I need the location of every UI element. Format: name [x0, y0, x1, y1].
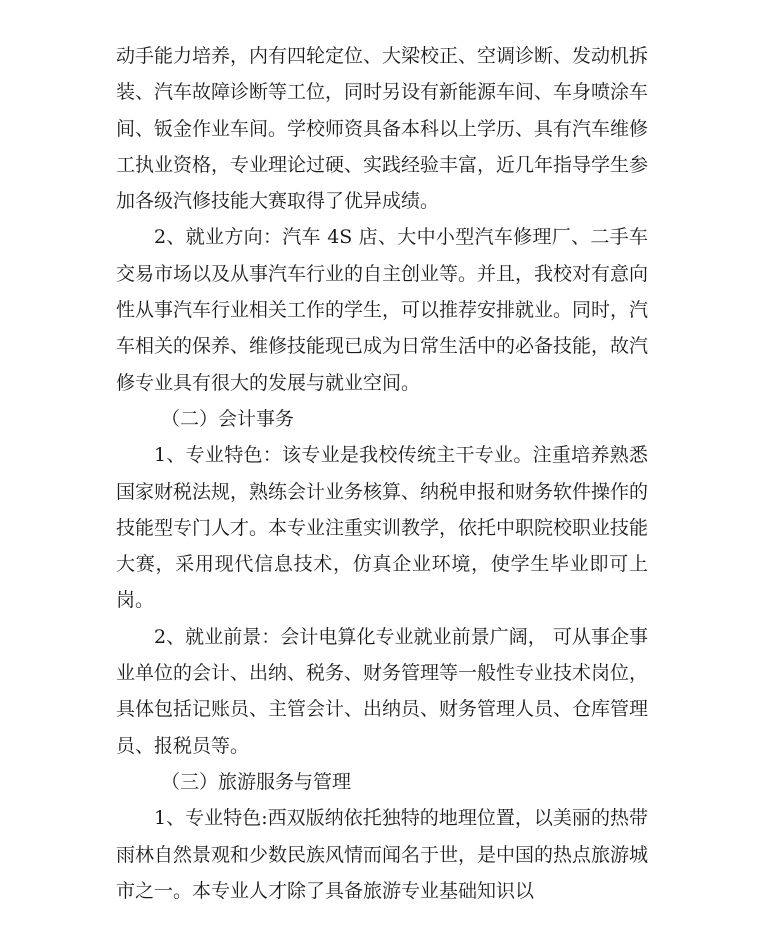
section-heading-tourism: （三）旅游服务与管理	[161, 770, 352, 793]
section-heading-accounting: （二）会计事务	[161, 407, 295, 430]
document-page	[116, 38, 648, 909]
paragraph-accounting-features: 1、专业特色：该专业是我校传统主干专业。注重培养熟悉国家财税法规，熟练会计业务核算、纳税申报和财务软件操作的技能型专门人才。本专业注重实训教学，依托中职院校职业技能大赛，采用现代信息技术，仿真企业环境，使学生毕业即可上岗。	[116, 444, 649, 612]
paragraph-tourism-features: 1、专业特色:西双版纳依托独特的地理位置，以美丽的热带雨林自然景观和少数民族风情而闻名于世，是中国的热点旅游城市之一。本专业人才除了具备旅游专业基础知识以	[116, 807, 649, 902]
paragraph-auto-repair-employment: 2、就业方向：汽车 4S 店、大中小型汽车修理厂、二手车交易市场以及从事汽车行业的自主创业等。并且，我校对有意向性从事汽车行业相关工作的学生，可以推荐安排就业。同时，汽车相关的保养、维修技能现已成为日常生活中的必备技能，故汽修专业具有很大的发展与就业空间。	[116, 226, 649, 394]
paragraph-accounting-prospects: 2、就业前景：会计电算化专业就业前景广阔， 可从事企事业单位的会计、出纳、税务、财务管理等一般性专业技术岗位，具体包括记账员、主管会计、出纳员、财务管理人员、仓库管理员、报税员等。	[116, 625, 649, 757]
paragraph-auto-repair-facilities: 动手能力培养，内有四轮定位、大梁校正、空调诊断、发动机拆装、汽车故障诊断等工位，同时另设有新能源车间、车身喷涂车间、钣金作业车间。学校师资具备本科以上学历、具有汽车维修工执业资格，专业理论过硬、实践经验丰富，近几年指导学生参加各级汽修技能大赛取得了优异成绩。	[116, 45, 649, 213]
